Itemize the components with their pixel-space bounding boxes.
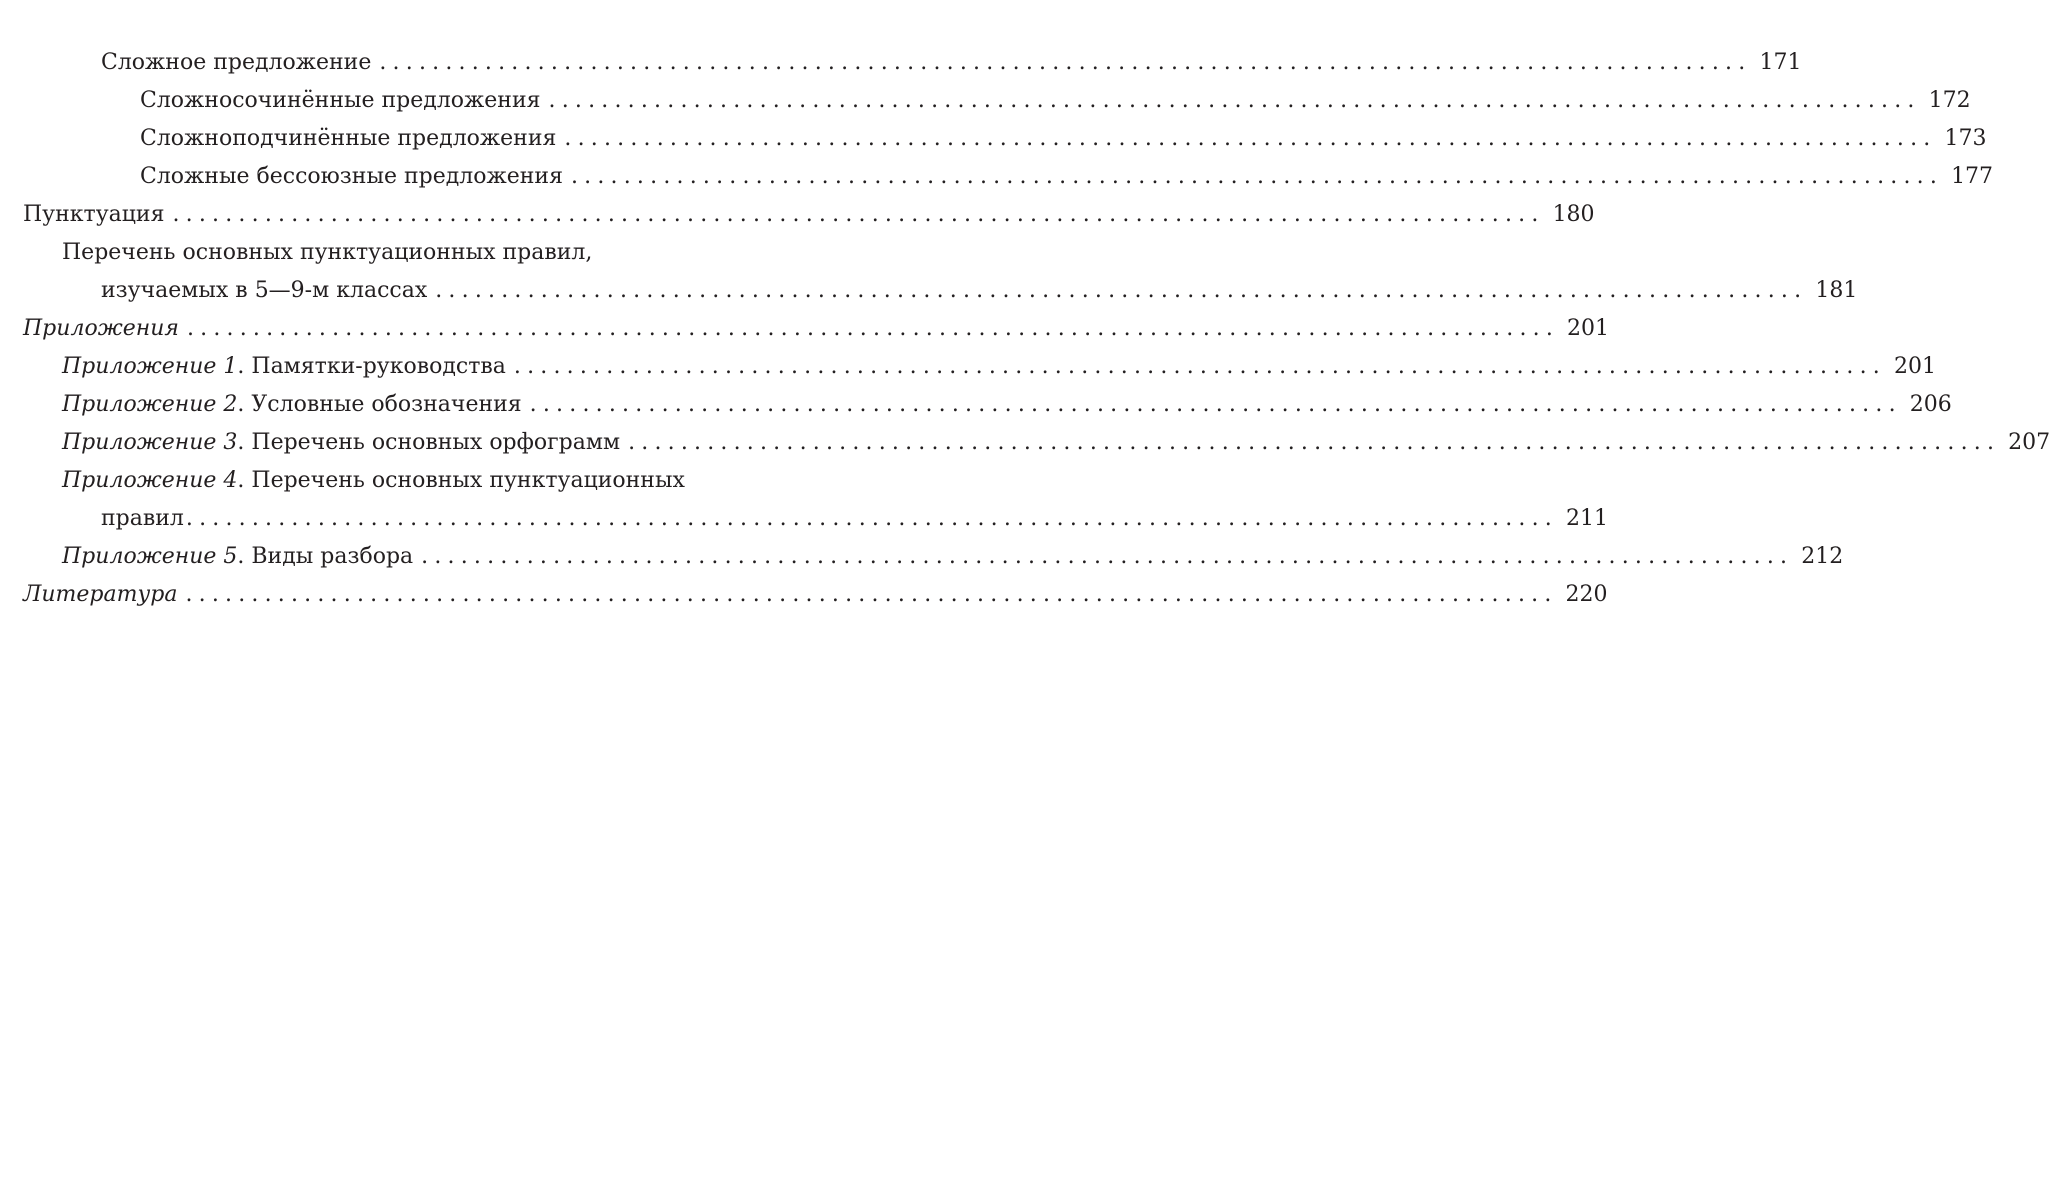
toc-page-number: 172 <box>1928 88 1971 113</box>
appendix-prefix: Приложение 4 <box>62 468 238 493</box>
toc-entry-label: Перечень основных пунктуационных правил, <box>62 240 593 265</box>
leader-dots: ........................................................................................................ <box>421 544 1794 569</box>
toc-entry-label: правил <box>101 500 186 538</box>
toc-entry-label: Сложные бессоюзные предложения <box>140 158 571 196</box>
leader-dots: ........................................................................................................ <box>379 50 1752 75</box>
leader-dots: ........................................................................................................ <box>186 316 1560 341</box>
toc-entry-label <box>62 462 685 500</box>
toc-entry-label: Сложноподчинённые предложения <box>140 120 564 158</box>
toc-page-number: 220 <box>1565 582 1608 607</box>
leader-dots: ........................................................................................................ <box>172 202 1545 227</box>
toc-page-number: 201 <box>1567 316 1610 341</box>
leader-dots: ........................................................................................................ <box>628 430 2001 455</box>
appendix-title: . Условные обозначения <box>237 392 522 417</box>
toc-entry-label <box>62 538 421 576</box>
leader-dots: ........................................................................................................ <box>548 88 1921 113</box>
toc-page-number: 177 <box>1951 164 1994 189</box>
toc-entry-continuation[interactable] <box>0 272 1858 310</box>
appendix-prefix: Приложение 3 <box>62 430 238 455</box>
toc-entry[interactable] <box>0 310 1610 348</box>
toc-entry[interactable] <box>0 538 1844 576</box>
leader-dots: ........................................................................................................ <box>570 164 1944 189</box>
appendix-title: . Перечень основных пунктуационных <box>237 468 685 493</box>
toc-entry[interactable] <box>0 386 1952 424</box>
toc-page-number: 171 <box>1759 50 1802 75</box>
toc-page-number: 181 <box>1815 278 1858 303</box>
toc-entry-label: Сложносочинённые предложения <box>140 82 549 120</box>
toc-entry-continuation[interactable] <box>0 500 1608 538</box>
toc-entry[interactable] <box>0 196 1595 234</box>
toc-page-number: 212 <box>1801 544 1844 569</box>
toc-entry-label: Приложения <box>23 310 187 348</box>
toc-entry-label: Сложное предложение <box>101 44 379 82</box>
toc-page-number: 211 <box>1565 506 1608 531</box>
toc-entry[interactable] <box>0 348 1936 386</box>
appendix-prefix: Приложение 1 <box>62 354 238 379</box>
appendix-prefix: Приложение 5 <box>62 544 238 569</box>
toc-entry[interactable] <box>0 424 2050 462</box>
toc-entry[interactable] <box>0 44 1802 82</box>
toc-entry[interactable] <box>0 158 1994 196</box>
appendix-prefix: Приложение 2 <box>62 392 238 417</box>
appendix-title: . Виды разбора <box>237 544 414 569</box>
appendix-title: . Перечень основных орфограмм <box>237 430 621 455</box>
toc-page-number: 180 <box>1552 202 1595 227</box>
toc-entry-label <box>62 348 514 386</box>
toc-entry[interactable] <box>0 82 1971 120</box>
toc-entry-first-line[interactable] <box>0 462 900 500</box>
toc-page-number: 206 <box>1909 392 1952 417</box>
toc-page-number: 207 <box>2008 430 2050 455</box>
leader-dots: ........................................................................................................ <box>185 506 1558 531</box>
appendix-title: . Памятки-руководства <box>237 354 506 379</box>
toc-entry[interactable] <box>0 120 1987 158</box>
leader-dots: ........................................................................................................ <box>513 354 1886 379</box>
toc-entry[interactable] <box>0 576 1608 614</box>
leader-dots: ........................................................................................................ <box>435 278 1808 303</box>
toc-page-number: 201 <box>1893 354 1936 379</box>
toc-entry-first-line[interactable] <box>0 234 900 272</box>
toc-entry-label: Пунктуация <box>23 196 172 234</box>
leader-dots: ........................................................................................................ <box>185 582 1558 607</box>
leader-dots: ........................................................................................................ <box>529 392 1902 417</box>
toc-entry-label: Литература <box>23 576 185 614</box>
toc-entry-label <box>62 386 530 424</box>
toc-entry-label: изучаемых в 5—9-м классах <box>101 272 435 310</box>
leader-dots: ........................................................................................................ <box>564 126 1937 151</box>
toc-page-number: 173 <box>1944 126 1987 151</box>
toc-entry-label <box>62 424 628 462</box>
